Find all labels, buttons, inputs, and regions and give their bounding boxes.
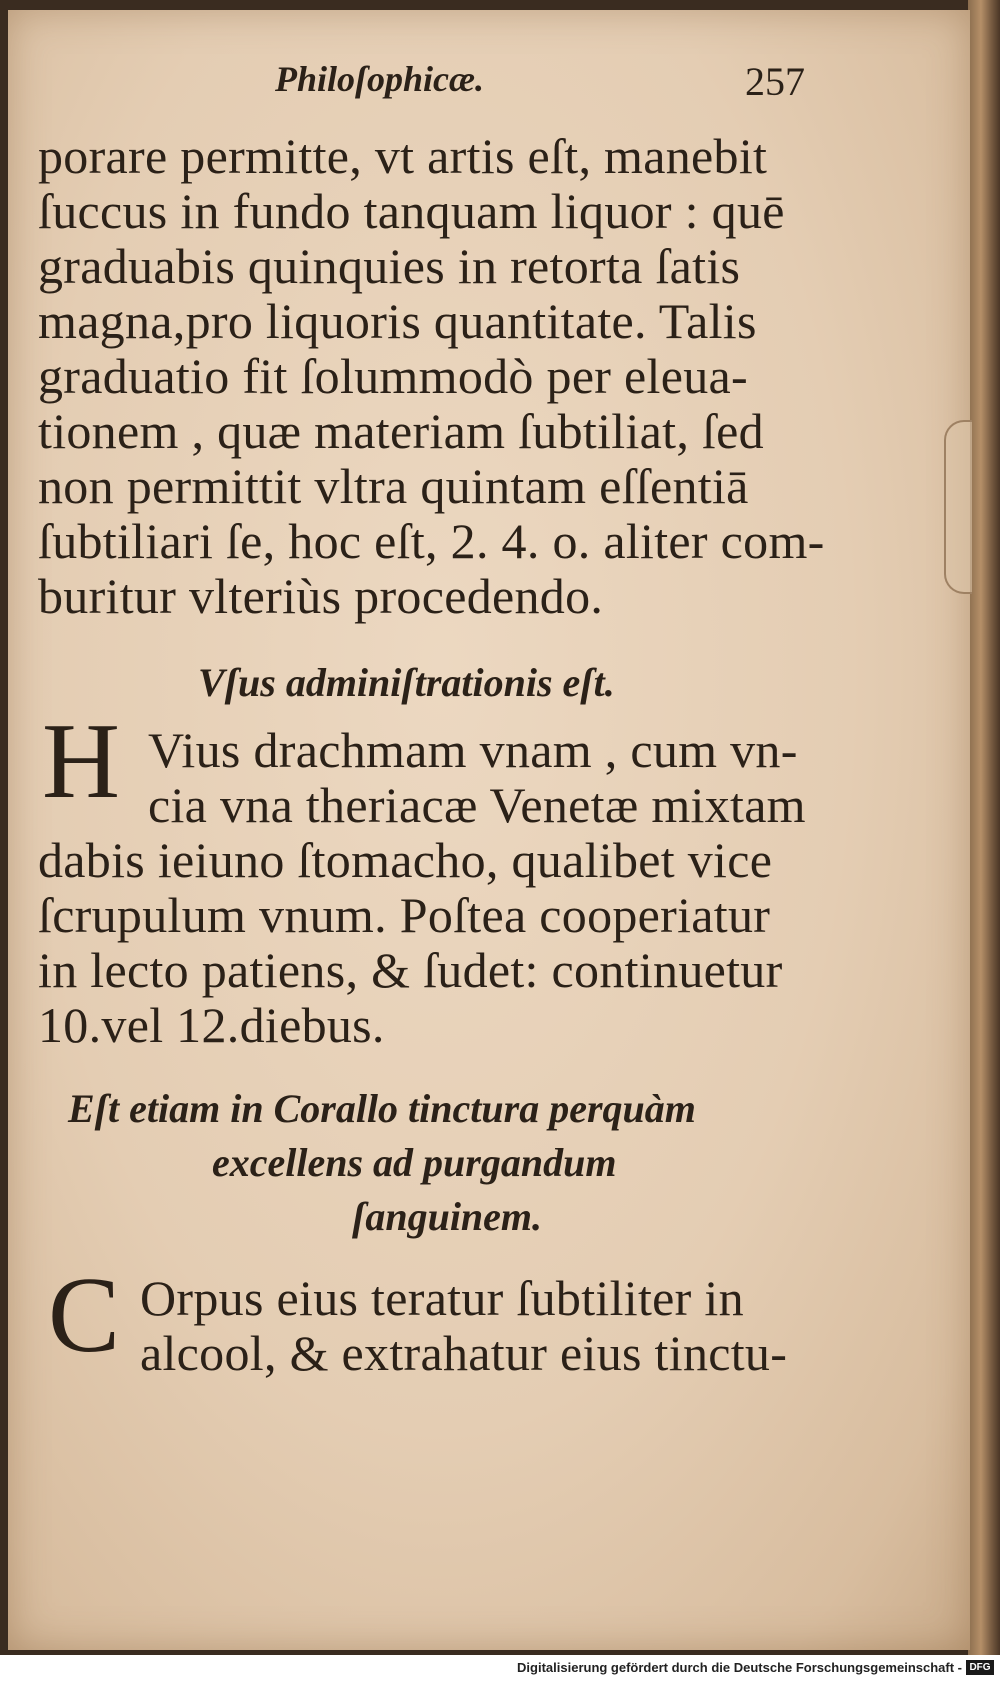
- drop-cap-initial: H: [42, 702, 120, 821]
- text-line: ſubtiliari ſe, hoc eſt, 2. 4. o. aliter com-: [38, 513, 825, 569]
- drop-cap-initial: C: [48, 1256, 121, 1375]
- text-line: non permittit vltra quintam eſſentiā: [38, 458, 749, 514]
- text-line: cia vna theriacæ Venetæ mixtam: [148, 777, 806, 833]
- text-line: 10.vel 12.diebus.: [38, 997, 385, 1053]
- footer-credit: Digitalisierung gefördert durch die Deutsche Forschungsgemeinschaft -: [517, 1660, 962, 1675]
- text-line: buritur vlteriùs procedendo.: [38, 568, 604, 624]
- text-line: in lecto patiens, & ſudet: continuetur: [38, 942, 783, 998]
- text-line: graduabis quinquies in retorta ſatis: [38, 238, 741, 294]
- text-line: magna,pro liquoris quantitate. Talis: [38, 293, 757, 349]
- text-line: Vius drachmam vnam , cum vn-: [148, 722, 798, 778]
- running-head-title: Philoſophicæ.: [275, 59, 485, 99]
- dfg-logo: DFG: [966, 1660, 994, 1675]
- text-line: alcool, & extrahatur eius tinctu-: [140, 1325, 788, 1381]
- text-line: Orpus eius teratur ſubtiliter in: [140, 1270, 744, 1326]
- text-line: ſcrupulum vnum. Poſtea cooperiatur: [38, 887, 771, 943]
- text-line: ſuccus in fundo tanquam liquor : quē: [38, 183, 785, 239]
- page-clip: [944, 420, 972, 594]
- text-line: porare permitte, vt artis eſt, manebit: [38, 128, 768, 184]
- page-number: 257: [745, 59, 805, 104]
- section-heading: Eſt etiam in Corallo tinctura perquàm: [68, 1086, 696, 1131]
- text-line: graduatio fit ſolummodò per eleua-: [38, 348, 748, 404]
- section-heading: Vſus adminiſtrationis eſt.: [198, 660, 615, 705]
- section-heading: excellens ad purgandum: [212, 1140, 617, 1185]
- text-line: tionem , quæ materiam ſubtiliat, ſed: [38, 403, 764, 459]
- section-heading: ſanguinem.: [352, 1194, 543, 1239]
- book-edge: [968, 0, 1000, 1655]
- text-line: dabis ieiuno ſtomacho, qualibet vice: [38, 832, 773, 888]
